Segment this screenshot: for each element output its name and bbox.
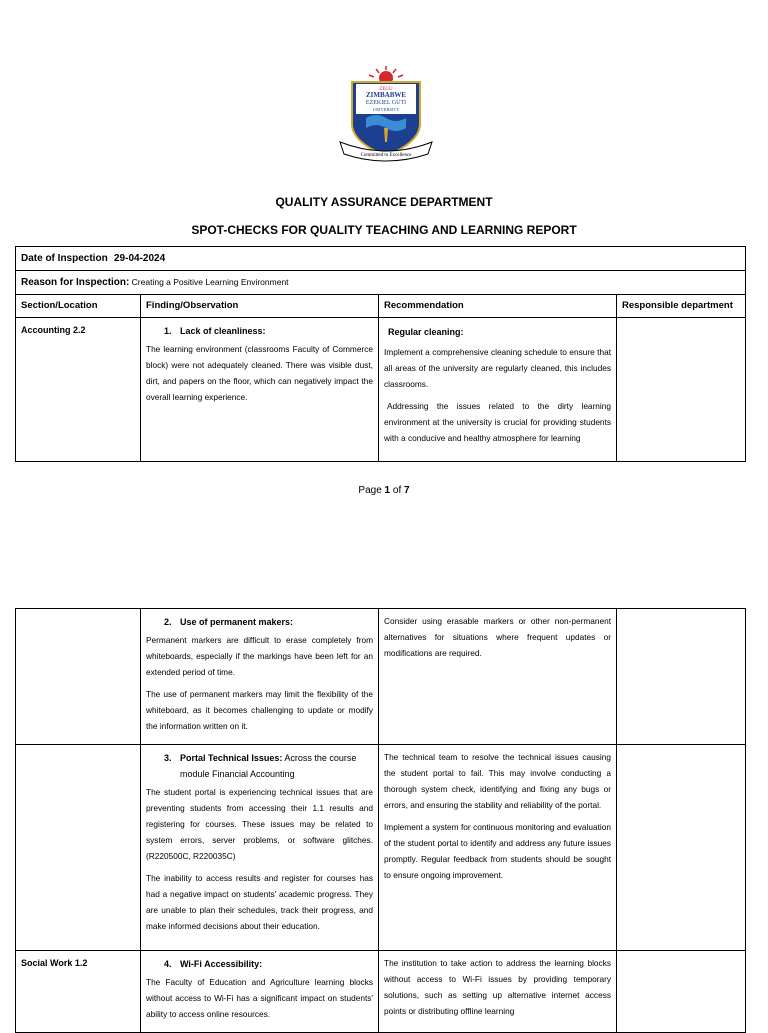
reason-label: Reason for Inspection: — [21, 277, 130, 288]
table-row — [16, 951, 746, 1033]
page-total: 7 — [404, 485, 410, 496]
table-row — [16, 318, 746, 462]
svg-text:ZEGU: ZEGU — [379, 87, 393, 92]
responsible-cell — [617, 318, 746, 462]
svg-text:EZEKIEL GUTI: EZEKIEL GUTI — [365, 100, 407, 106]
responsible-cell — [617, 745, 746, 951]
finding-text: Permanent markers are difficult to erase completely from whiteboards, especially if the markings have been left for an extended period of time. — [146, 635, 373, 677]
finding-title: Wi-Fi Accessibility: — [180, 959, 263, 969]
responsible-cell — [617, 609, 746, 745]
table-row — [16, 609, 746, 745]
table-row — [16, 745, 746, 951]
table-header-row — [16, 295, 746, 318]
section-cell — [16, 745, 141, 951]
inspection-table-page1 — [15, 246, 746, 462]
finding-cell: 1. Lack of cleanliness: The learning environment (classrooms Faculty of Commerce block) were not adequately cleaned. There was visible dust, dirt, and papers on the floor, which can negatively impact the overall learning experience. — [141, 318, 379, 462]
col-header-section: Section/Location — [16, 295, 141, 318]
finding-title: Use of permanent makers: — [180, 617, 294, 627]
finding-text: The inability to access results and register for courses has had a negative impact on students' academic progress. They are unable to plan their schedules, track their progress, and make informed decisions about their education. — [146, 873, 373, 931]
page-footer: Page 1 of 7 — [358, 485, 410, 496]
responsible-cell — [617, 951, 746, 1033]
recommendation-cell — [379, 318, 617, 462]
section-cell — [16, 609, 141, 745]
svg-text:ZIMBABWE: ZIMBABWE — [365, 91, 407, 99]
recommendation-text: Implement a comprehensive cleaning schedule to ensure that all areas of the university are regularly cleaned, this includes classrooms. — [384, 347, 611, 389]
col-header-recommendation: Recommendation — [379, 295, 617, 318]
finding-cell: 2. Use of permanent makers: Permanent markers are difficult to erase completely from whiteboards, especially if the markings have been left for an extended period of time. The use of permanent markers may limit the flexibility of the whiteboard, as it becomes challenging to update or modify the information written on it. — [141, 609, 379, 745]
recommendation-cell — [379, 609, 617, 745]
report-title: SPOT-CHECKS FOR QUALITY TEACHING AND LEARNING REPORT — [191, 223, 577, 237]
department-title: QUALITY ASSURANCE DEPARTMENT — [275, 195, 493, 209]
col-header-responsible: Responsible department — [617, 295, 746, 318]
recommendation-text: Consider using erasable markers or other non-permanent alternatives for situations where frequent updates or modifications are required. — [384, 616, 611, 658]
date-value: 29-04-2024 — [114, 253, 166, 264]
finding-title: Portal Technical Issues: — [180, 753, 283, 763]
inspection-table-page2 — [15, 608, 746, 1033]
recommendation-cell — [379, 951, 617, 1033]
recommendation-text: The technical team to resolve the technical issues causing the student portal to fail. This may involve conducting a thorough system check, identifying and fixing any bugs or errors, and ensuring the stability and reliability of the portal. — [384, 752, 611, 810]
recommendation-title: Regular cleaning: — [388, 327, 464, 337]
reason-value: Creating a Positive Learning Environment — [131, 277, 289, 287]
finding-text: The use of permanent markers may limit the flexibility of the whiteboard, as it becomes challenging to update or modify the information written on it. — [146, 689, 373, 731]
finding-text: The student portal is experiencing technical issues that are preventing students from accessing their 1.1 results and registering for courses. These issues may be related to system errors, server problems, or software glitches.(R220500C, R220035C) — [146, 787, 373, 861]
finding-cell: 3. Portal Technical Issues: Across the course module Financial Accounting The student portal is experiencing technical issues that are preventing students from accessing their 1.1 results and registering for courses. These issues may be related to system errors, server problems, or software glitches.(R220500C, R220035C) The inability to access results and register for courses has had a negative impact on students' academic progress. They are unable to plan their schedules, track their progress, and make informed decisions about their education. — [141, 745, 379, 951]
section-cell: Social Work 1.2 — [16, 951, 141, 1033]
svg-text:Committed to Excellence: Committed to Excellence — [360, 153, 412, 158]
col-header-finding: Finding/Observation — [141, 295, 379, 318]
recommendation-text: Implement a system for continuous monitoring and evaluation of the student portal to identify and address any future issues promptly. Regular feedback from students should be sought to ensure ongoing improvement. — [384, 822, 611, 880]
finding-cell: 4. Wi-Fi Accessibility: The Faculty of Education and Agriculture learning blocks without access to Wi-Fi has a significant impact on students' ability to access online resources. — [141, 951, 379, 1033]
recommendation-text: Addressing the issues related to the dirty learning environment at the university is crucial for providing students with a conducive and healthy atmosphere for learning — [384, 401, 611, 443]
recommendation-cell — [379, 745, 617, 951]
finding-title: Lack of cleanliness: — [180, 326, 266, 336]
svg-text:UNIVERSITY: UNIVERSITY — [372, 107, 400, 112]
finding-text: The Faculty of Education and Agriculture learning blocks without access to Wi-Fi has a significant impact on students' ability to access online resources. — [146, 977, 373, 1019]
recommendation-text: The institution to take action to address the learning blocks without access to Wi-Fi issues by providing temporary solutions, such as setting up alternative internet access points or distributing offline learning — [384, 958, 611, 1016]
section-cell: Accounting 2.2 — [16, 318, 141, 462]
finding-text: The learning environment (classrooms Faculty of Commerce block) were not adequately cleaned. There was visible dust, dirt, and papers on the floor, which can negatively impact the overall learning experience. — [146, 344, 373, 402]
date-label: Date of Inspection — [21, 253, 108, 264]
page-number: 1 — [384, 485, 391, 496]
university-logo — [336, 64, 436, 162]
